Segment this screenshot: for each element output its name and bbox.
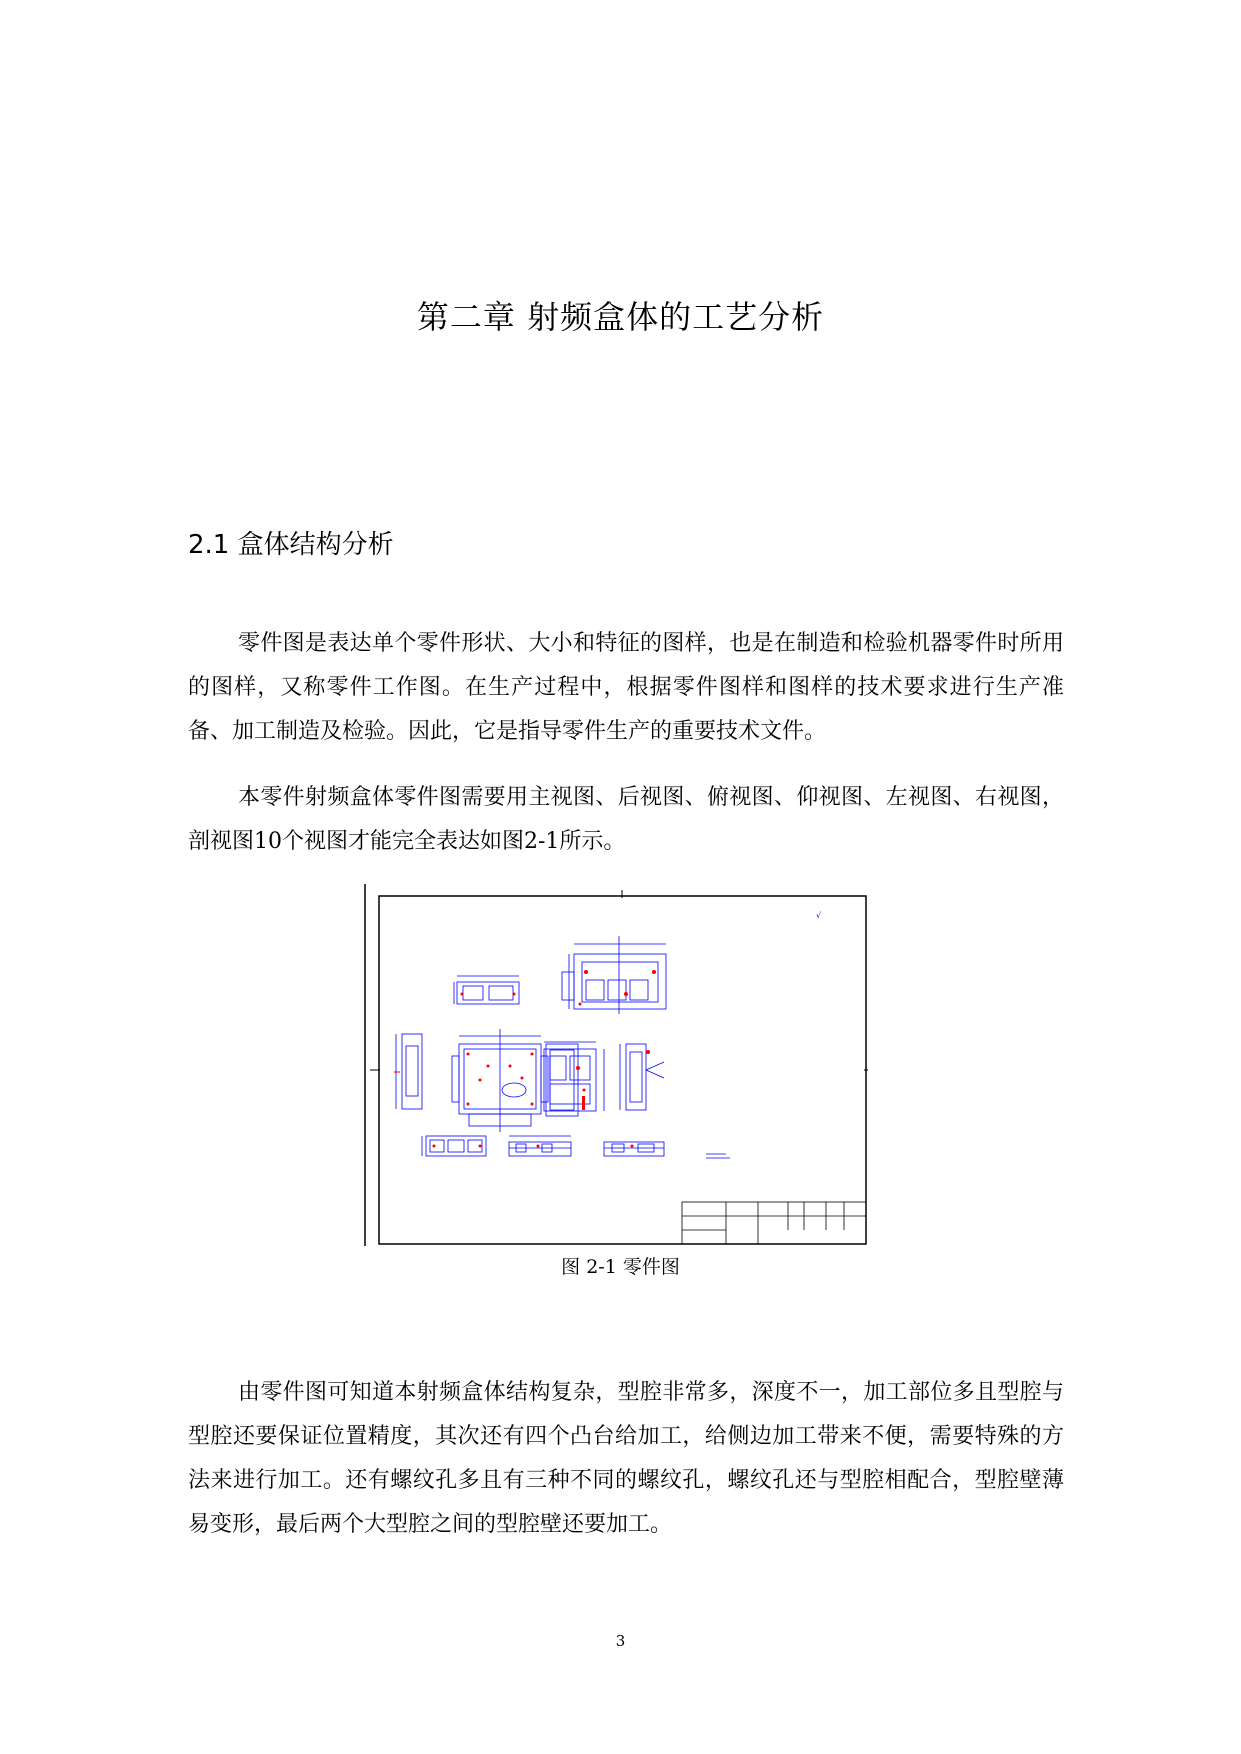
paragraph-3: 由零件图可知道本射频盒体结构复杂，型腔非常多，深度不一，加工部位多且型腔与型腔还要保证位置精度，其次还有四个凸台给加工，给侧边加工带来不便，需要特殊的方法来进行加工。还有螺纹孔多且有三种不同的螺纹孔，螺纹孔还与型腔相配合，型腔壁薄易变形，最后两个大型腔之间的型腔壁还要加工。	[188, 1380, 1064, 1537]
section-title: 盒体结构分析	[237, 530, 394, 560]
part-drawing-figure	[364, 884, 868, 1246]
section-number: 2.1	[188, 530, 230, 560]
chapter-title: 第二章 射频盒体的工艺分析	[416, 298, 825, 336]
figure-caption: 图 2-1 零件图	[561, 1256, 680, 1278]
paragraph-2: 本零件射频盒体零件图需要用主视图、后视图、俯视图、仰视图、左视图、右视图，剖视图10个视图才能完全表达如图2-1所示。	[188, 785, 1064, 854]
section-heading	[188, 524, 394, 561]
svg-text:√: √	[816, 911, 822, 920]
paragraph-1: 零件图是表达单个零件形状、大小和特征的图样，也是在制造和检验机器零件时所用的图样，又称零件工作图。在生产过程中，根据零件图样和图样的技术要求进行生产准备、加工制造及检验。因此，它是指导零件生产的重要技术文件。	[188, 631, 1064, 744]
page-number: 3	[615, 1632, 626, 1650]
